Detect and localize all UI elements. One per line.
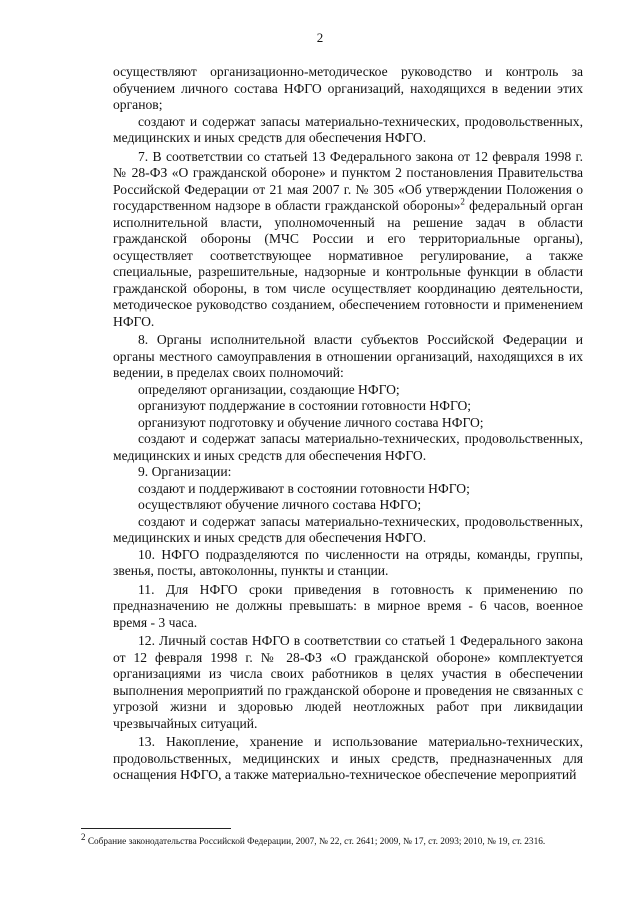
paragraph-item-7 — [113, 149, 583, 331]
list-item: создают и поддерживают в состоянии готовности НФГО; — [138, 480, 470, 496]
page-number: 2 — [316, 30, 324, 45]
list-item: определяют организации, создающие НФГО; — [138, 381, 400, 397]
paragraph-item-9: 9. Организации: — [138, 464, 232, 479]
paragraph-item-11: 11. Для НФГО сроки приведения в готовность к применению по предназначению не должны превышать: в мирное время - 6 часов, военное время - 3 часа. — [113, 581, 583, 630]
footnote — [81, 831, 591, 848]
list-item: создают и содержат запасы материально-технических, продовольственных, медицинских и иных средств для обеспечения НФГО. — [113, 513, 583, 545]
paragraph-item-12: 12. Личный состав НФГО в соответствии со статьей 1 Федерального закона от 12 февраля 1998 г. № 28-ФЗ «О гражданской обороне» комплектуется организациями из числа своих работников в целях участия в обеспечении выполнения мероприятий по гражданской обороне и проведения не связанных с угрозой жизни и здоровью людей неотложных работ при ликвидации чрезвычайных ситуаций. — [113, 633, 583, 731]
footnote-reference: 2 — [460, 196, 465, 207]
paragraph-continuation: осуществляют организационно-методическое руководство и контроль за обучением личного состава НФГО организаций, находящихся в ведении этих органов; — [113, 64, 583, 112]
paragraph-item-13: 13. Накопление, хранение и использование материально-технических, продовольственных, медицинских и иных средств, предназначенных для оснащения НФГО, а также материально-техническое обеспечение мероприятий — [113, 734, 583, 782]
paragraph-item-8: 8. Органы исполнительной власти субъектов Российской Федерации и органы местного самоуправления в отношении организаций, находящихся в их ведении, в пределах своих полномочий: — [113, 332, 583, 380]
list-item: организуют подготовку и обучение личного состава НФГО; — [138, 414, 484, 430]
paragraph: создают и содержат запасы материально-технических, продовольственных, медицинских и иных средств для обеспечения НФГО. — [113, 113, 583, 145]
paragraph-text: 7. В соответствии со статьей 13 Федерального закона от 12 февраля 1998 г. № 28-ФЗ «О гражданской обороне» и пунктом 2 постановления Правительства Российской Федерации от 21 мая 2007 г. № 305 «Об утверждении Положения о государственном надзоре в области гражданской обороны» — [113, 148, 583, 213]
paragraph-item-10: 10. НФГО подразделяются по численности на отряды, команды, группы, звенья, посты, автоколонны, пункты и станции. — [113, 546, 583, 578]
list-item: создают и содержат запасы материально-технических, продовольственных, медицинских и иных средств для обеспечения НФГО. — [113, 431, 583, 463]
paragraph-text: федеральный орган исполнительной власти, уполномоченный на решение задач в области гражданской обороны (МЧС России и его территориальные органы), осуществляет соответствующее нормативное регулирование, а также специальные, разрешительные, надзорные и контрольные функции в области гражданской обороны, в том числе осуществляет координацию деятельности, методическое руководство созданием, обеспечением готовности и применением НФГО. — [113, 198, 583, 329]
document-body — [113, 64, 583, 784]
list-item: организуют поддержание в состоянии готовности НФГО; — [138, 398, 472, 413]
footnote-divider — [81, 828, 231, 829]
footnote-text: Собрание законодательства Российской Федерации, 2007, № 22, ст. 2641; 2009, № 17, ст. 2093; 2010, № 19, ст. 2316. — [85, 837, 546, 847]
list-item: осуществляют обучение личного состава НФГО; — [138, 497, 422, 512]
footnote-marker: 2 — [81, 831, 86, 842]
